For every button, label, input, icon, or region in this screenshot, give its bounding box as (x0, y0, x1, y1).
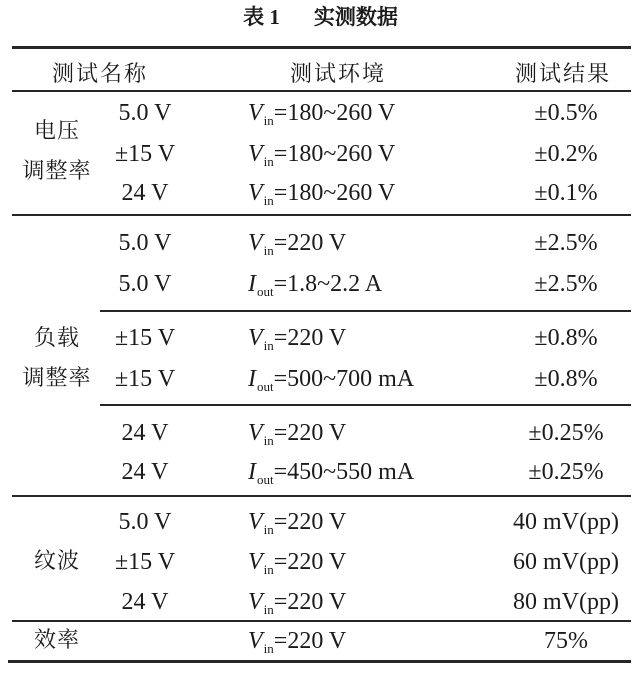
table-row (0, 627, 641, 655)
test-environment-cell (248, 229, 346, 257)
env-variable: I (248, 459, 256, 485)
env-variable: I (248, 271, 256, 297)
env-subscript: in (263, 338, 274, 353)
env-condition: =500~700 mA (273, 366, 415, 392)
group-rule (12, 214, 631, 216)
env-variable: V (248, 141, 263, 167)
test-environment-cell (248, 365, 414, 393)
env-variable: V (248, 325, 263, 351)
test-environment-cell (248, 179, 395, 207)
test-environment-cell (248, 548, 346, 576)
env-condition: =220 V (273, 420, 347, 446)
table-row (0, 548, 641, 576)
test-environment-cell (248, 458, 414, 486)
group-label: 调整率 (22, 365, 92, 390)
test-result-cell: ±0.1% (534, 180, 598, 206)
group-label: 效率 (33, 627, 80, 652)
env-variable: V (248, 549, 263, 575)
header-test-environment: 测试环境 (289, 61, 386, 86)
test-result-cell: ±0.8% (534, 366, 598, 392)
test-result-cell: ±0.2% (534, 141, 598, 167)
table-row (0, 365, 641, 393)
test-result-cell: ±0.5% (534, 100, 598, 126)
test-environment-cell (248, 508, 346, 536)
env-condition: =220 V (273, 589, 347, 615)
env-condition: =180~260 V (273, 100, 396, 126)
env-subscript: in (263, 562, 274, 577)
table-title: 实测数据 (313, 5, 398, 29)
header-rule (12, 90, 631, 92)
env-variable: V (248, 589, 263, 615)
env-subscript: in (263, 602, 274, 617)
test-environment-cell (248, 588, 346, 616)
env-subscript: in (263, 433, 274, 448)
output-voltage-cell: 5.0 V (118, 100, 172, 126)
env-condition: =1.8~2.2 A (273, 271, 383, 297)
output-voltage-cell: 5.0 V (118, 230, 172, 256)
env-subscript: in (263, 113, 274, 128)
env-variable: V (248, 628, 263, 654)
output-voltage-cell: ±15 V (114, 325, 176, 351)
test-environment-cell (248, 140, 395, 168)
test-environment-cell (248, 270, 382, 298)
output-voltage-cell: ±15 V (114, 549, 176, 575)
test-result-cell: 40 mV(pp) (513, 509, 619, 535)
header-test-name: 测试名称 (51, 61, 148, 86)
table-row (0, 270, 641, 298)
env-subscript: in (263, 243, 274, 258)
env-variable: V (248, 230, 263, 256)
env-variable: V (248, 180, 263, 206)
top-rule (12, 46, 631, 49)
output-voltage-cell: 24 V (121, 420, 169, 446)
test-environment-cell (248, 99, 395, 127)
table-row (0, 458, 641, 486)
env-subscript: out (257, 379, 274, 394)
env-condition: =220 V (273, 325, 347, 351)
table-caption (0, 4, 641, 30)
env-condition: =220 V (273, 628, 347, 654)
table-row (0, 508, 641, 536)
test-result-cell: ±0.25% (528, 459, 604, 485)
table-row (0, 229, 641, 257)
table-row (0, 99, 641, 127)
table-row (0, 588, 641, 616)
subgroup-rule (100, 404, 631, 406)
test-environment-cell (248, 627, 346, 655)
env-subscript: out (257, 472, 274, 487)
table-number: 表 1 (243, 5, 280, 29)
table-row (0, 179, 641, 207)
env-subscript: in (263, 522, 274, 537)
env-variable: V (248, 100, 263, 126)
group-label: 负载 (33, 325, 80, 350)
group-rule (12, 620, 631, 622)
output-voltage-cell: 24 V (121, 459, 169, 485)
test-result-cell: ±0.25% (528, 420, 604, 446)
env-variable: V (248, 420, 263, 446)
env-subscript: in (263, 193, 274, 208)
output-voltage-cell: 24 V (121, 180, 169, 206)
env-condition: =220 V (273, 549, 347, 575)
output-voltage-cell: 24 V (121, 589, 169, 615)
group-rule (12, 495, 631, 497)
table-row (0, 324, 641, 352)
env-variable: V (248, 509, 263, 535)
env-subscript: out (257, 284, 274, 299)
bottom-rule (8, 660, 631, 663)
output-voltage-cell: ±15 V (114, 141, 176, 167)
table-row (0, 140, 641, 168)
env-condition: =180~260 V (273, 180, 396, 206)
group-label: 调整率 (22, 158, 92, 183)
test-result-cell: ±2.5% (534, 271, 598, 297)
env-condition: =220 V (273, 509, 347, 535)
group-label: 纹波 (33, 548, 80, 573)
env-condition: =180~260 V (273, 141, 396, 167)
table-row (0, 419, 641, 447)
output-voltage-cell: ±15 V (114, 366, 176, 392)
env-variable: I (248, 366, 256, 392)
subgroup-rule (100, 310, 631, 312)
test-result-cell: 80 mV(pp) (513, 589, 619, 615)
env-condition: =450~550 mA (273, 459, 415, 485)
env-subscript: in (263, 154, 274, 169)
test-environment-cell (248, 324, 346, 352)
header-row (0, 60, 641, 88)
test-result-cell: ±2.5% (534, 230, 598, 256)
group-label: 电压 (33, 118, 80, 143)
output-voltage-cell: 5.0 V (118, 271, 172, 297)
env-subscript: in (263, 641, 274, 656)
test-environment-cell (248, 419, 346, 447)
output-voltage-cell: 5.0 V (118, 509, 172, 535)
test-result-cell: ±0.8% (534, 325, 598, 351)
env-condition: =220 V (273, 230, 347, 256)
test-result-cell: 60 mV(pp) (513, 549, 619, 575)
header-test-result: 测试结果 (514, 61, 611, 86)
test-result-cell: 75% (544, 628, 588, 654)
